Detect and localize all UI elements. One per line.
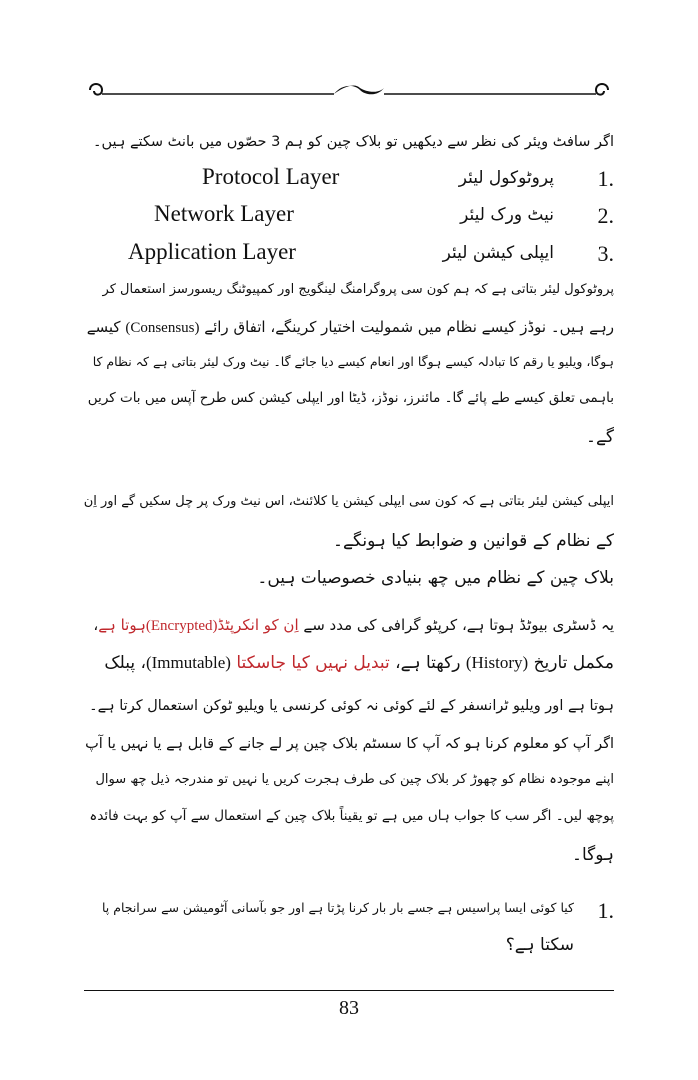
intro-text: اگر سافٹ ویئر کی نظر سے دیکھیں تو بلاک چین کو ہم 3 حصّوں میں بانٹ سکتے ہیں۔ bbox=[93, 134, 614, 150]
question-item-1 bbox=[84, 896, 614, 930]
ornament-divider-icon bbox=[84, 78, 614, 102]
layer-english: Application Layer bbox=[128, 239, 296, 264]
para4-line1: یہ ڈسٹری بیوٹڈ ہوتا ہے، کرپٹو گرافی کی مدد سے اِن کو انکرپٹڈ(Encrypted)ہوتا ہے، bbox=[93, 616, 614, 634]
para1-line1: پروٹوکول لیئر بتاتی ہے کہ ہم کون سی پروگرامنگ لینگویج اور کمپیوٹنگ ریسورسز استعمال کر bbox=[102, 282, 614, 297]
layer-english: Network Layer bbox=[154, 201, 294, 226]
footer-rule bbox=[84, 990, 614, 991]
layer-number: 3. bbox=[597, 241, 614, 266]
layer-english: Protocol Layer bbox=[202, 164, 340, 189]
para1-line3: ہوگا، ویلیو یا رقم کا تبادلہ کیسے ہوگا اور انعام کیسے دیا جائے گا۔ نیٹ ورک لیئر بتاتی ہے کہ نظام کا bbox=[92, 354, 614, 369]
para4-line3: ہوتا ہے اور ویلیو ٹرانسفر کے لئے کوئی نہ کوئی کرنسی یا ویلیو ٹوکن استعمال کرتا ہے۔ bbox=[89, 698, 614, 714]
para5-line3: پوچھ لیں۔ اگر سب کا جواب ہاں میں ہے تو یقیناً بلاک چین کے استعمال سے آپ کو بہت فائدہ bbox=[89, 808, 614, 824]
para2-line1: ایپلی کیشن لیئر بتاتی ہے کہ کون سی ایپلی کیشن یا کلائنٹ، اس نیٹ ورک پر چل سکیں گے اور اِن bbox=[83, 494, 614, 509]
question-line2: سکتا ہے؟ bbox=[505, 935, 574, 955]
layer-urdu: ایپلی کیشن لیئر bbox=[442, 243, 554, 263]
para1-line2: رہے ہیں۔ نوڈز کیسے نظام میں شمولیت اختیار کرینگے، اتفاق رائے (Consensus) کیسے bbox=[86, 318, 614, 336]
para1-line4: باہمی تعلق کیسے طے پائے گا۔ مائنرز، نوڈز، ڈیٹا اور ایپلی کیشن کس طرح آپس میں بات کریں bbox=[87, 390, 614, 406]
para1-line5: گے۔ bbox=[585, 427, 614, 447]
para5-line2: اپنے موجودہ نظام کو چھوڑ کر بلاک چین کی طرف ہجرت کریں یا نہیں تو مندرجہ ذیل چھ سوال bbox=[95, 772, 614, 787]
layer-item-3 bbox=[84, 239, 614, 273]
layer-item-1 bbox=[84, 164, 614, 198]
page-number: 83 bbox=[339, 997, 359, 1019]
para5-line1: اگر آپ کو معلوم کرنا ہو کہ آپ کا سسٹم بلاک چین پر لے جانے کے قابل ہے یا نہیں یا آپ bbox=[85, 736, 614, 752]
layer-number: 2. bbox=[597, 203, 614, 228]
question-line1: کیا کوئی ایسا پراسیس ہے جسے بار بار کرنا پڑتا ہے اور جو بآسانی آٹومیشن سے سرانجام پا bbox=[101, 900, 574, 915]
question-number: 1. bbox=[597, 898, 614, 923]
para2-line2: کے نظام کے قوانین و ضوابط کیا ہونگے۔ bbox=[333, 531, 614, 551]
layer-urdu: نیٹ ورک لیئر bbox=[460, 205, 554, 225]
para4-line2: مکمل تاریخ (History) رکھتا ہے، تبدیل نہیں کیا جاسکتا (Immutable)، پبلک bbox=[104, 653, 614, 673]
layer-number: 1. bbox=[597, 166, 614, 191]
layer-urdu: پروٹوکول لیئر bbox=[458, 168, 554, 188]
para3-line: بلاک چین کے نظام میں چھ بنیادی خصوصیات ہیں۔ bbox=[257, 568, 614, 588]
para5-line4: ہوگا۔ bbox=[572, 845, 614, 865]
layer-item-2 bbox=[84, 201, 614, 235]
